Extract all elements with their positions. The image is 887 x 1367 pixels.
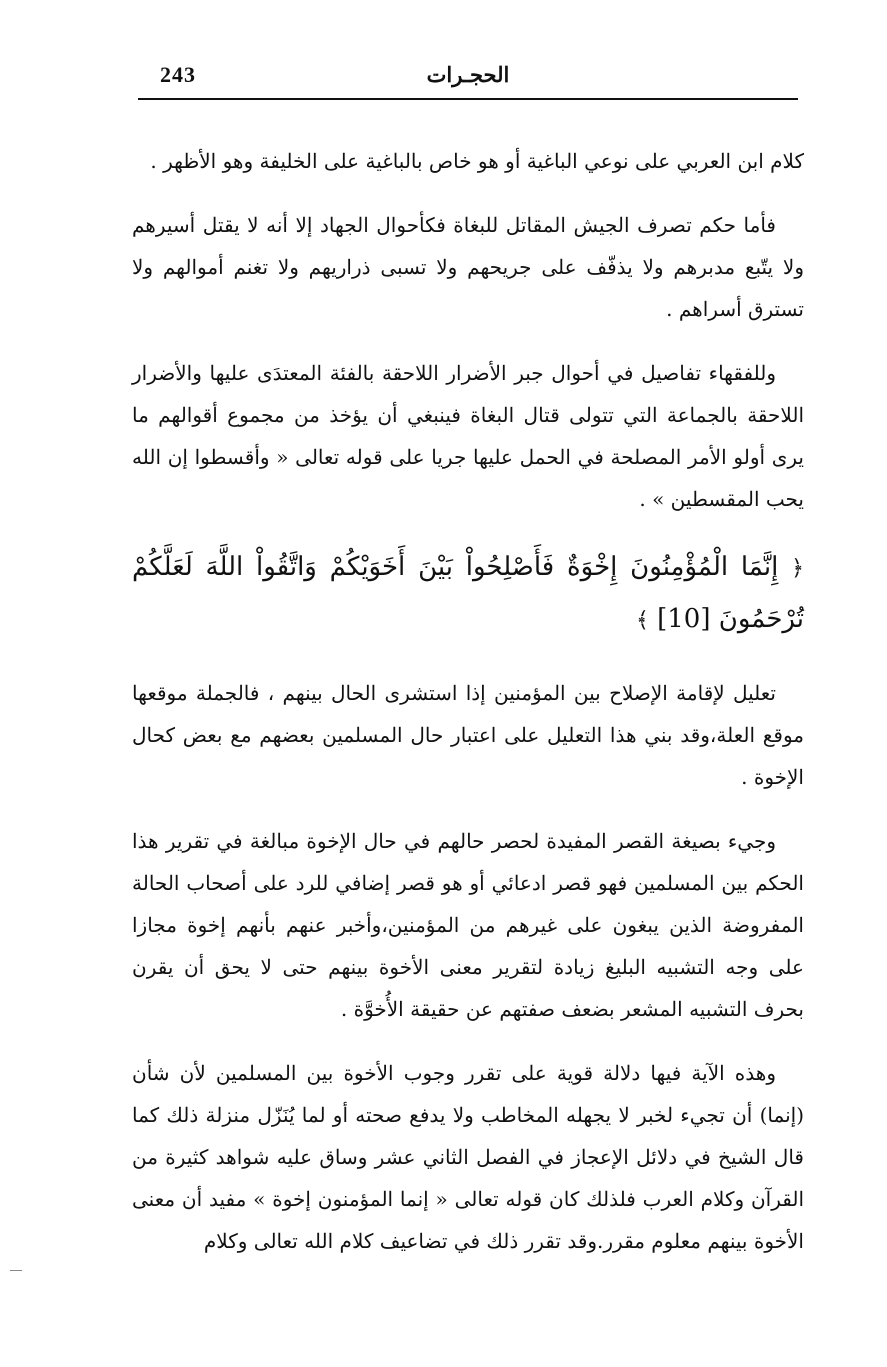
verse-text: إِنَّمَا الْمُؤْمِنُونَ إِخْوَةٌ فَأَصْلِحُواْ بَيْنَ أَخَوَيْكُمْ وَاتَّقُواْ اللَّهَ لَعَلَّكُمْ تُرْحَمُونَ xyxy=(132,552,804,634)
page-header xyxy=(138,56,798,100)
running-title: الحجـرات xyxy=(426,62,510,87)
paragraph-army-rules: فأما حكم تصرف الجيش المقاتل للبغاة فكأحوال الجهاد إلا أنه لا يقتل أسيرهم ولا يتّبع مدبرهم ولا يذفّف على جريحهم ولا تسبى ذراريهم ولا تغنم أموالهم ولا تسترق أسراهم . xyxy=(132,213,804,321)
header-rule xyxy=(138,98,798,100)
margin-mark xyxy=(10,1270,22,1271)
paragraph-commentary-evidence: وهذه الآية فيها دلالة قوية على تقرر وجوب الأخوة بين المسلمين لأن شأن (إنما) أن تجيء لخبر لا يجهله المخاطب ولا يدفع صحته أو لما يُنَزّل منزلة ذلك كما قال الشيخ في دلائل الإعجاز في الفصل الثاني عشر وساق عليه شواهد كثيرة من القرآن وكلام العرب فلذلك كان قوله تعالى « إنما المؤمنون إخوة » مفيد أن معنى الأخوة بينهم معلوم مقرر.وقد تقرر ذلك في تضاعيف كلام الله تعالى وكلام xyxy=(132,1061,805,1253)
paragraph-continuation: كلام ابن العربي على نوعي الباغية أو هو خاص بالباغية على الخليفة وهو الأظهر . xyxy=(150,149,804,173)
page-body xyxy=(132,140,804,1284)
verse-close-bracket: ﴾ xyxy=(635,608,649,633)
verse-number: [10] xyxy=(657,604,711,634)
quran-verse xyxy=(132,542,804,646)
verse-open-bracket: ﴿ xyxy=(791,556,805,581)
paragraph-commentary-restriction: وجيء بصيغة القصر المفيدة لحصر حالهم في حال الإخوة مبالغة في تقرير هذا الحكم بين المسلمين فهو قصر ادعائي أو هو قصر إضافي للرد على أصحاب الحالة المفروضة الذين يبغون على غيرهم من المؤمنين،وأخبر عنهم بأنهم إخوة مجازا على وجه التشبيه البليغ زيادة لتقرير معنى الأخوة بينهم حتى لا يحق أن يقرن بحرف التشبيه المشعر بضعف صفتهم عن حقيقة الأُخوَّة . xyxy=(132,829,804,1021)
paragraph-commentary-reason: تعليل لإقامة الإصلاح بين المؤمنين إذا استشرى الحال بينهم ، فالجملة موقعها موقع العلة،وقد بني هذا التعليل على اعتبار حال المسلمين بعضهم مع بعض كحال الإخوة . xyxy=(132,681,804,789)
paragraph-jurists: وللفقهاء تفاصيل في أحوال جبر الأضرار اللاحقة بالفئة المعتدَى عليها والأضرار اللاحقة بالجماعة التي تتولى قتال البغاة فينبغي أن يؤخذ من مجموع أقوالهم ما يرى أولو الأمر المصلحة في الحمل عليها جريا على قوله تعالى « وأقسطوا إن الله يحب المقسطين » . xyxy=(132,361,804,511)
page-number: 243 xyxy=(160,62,196,87)
